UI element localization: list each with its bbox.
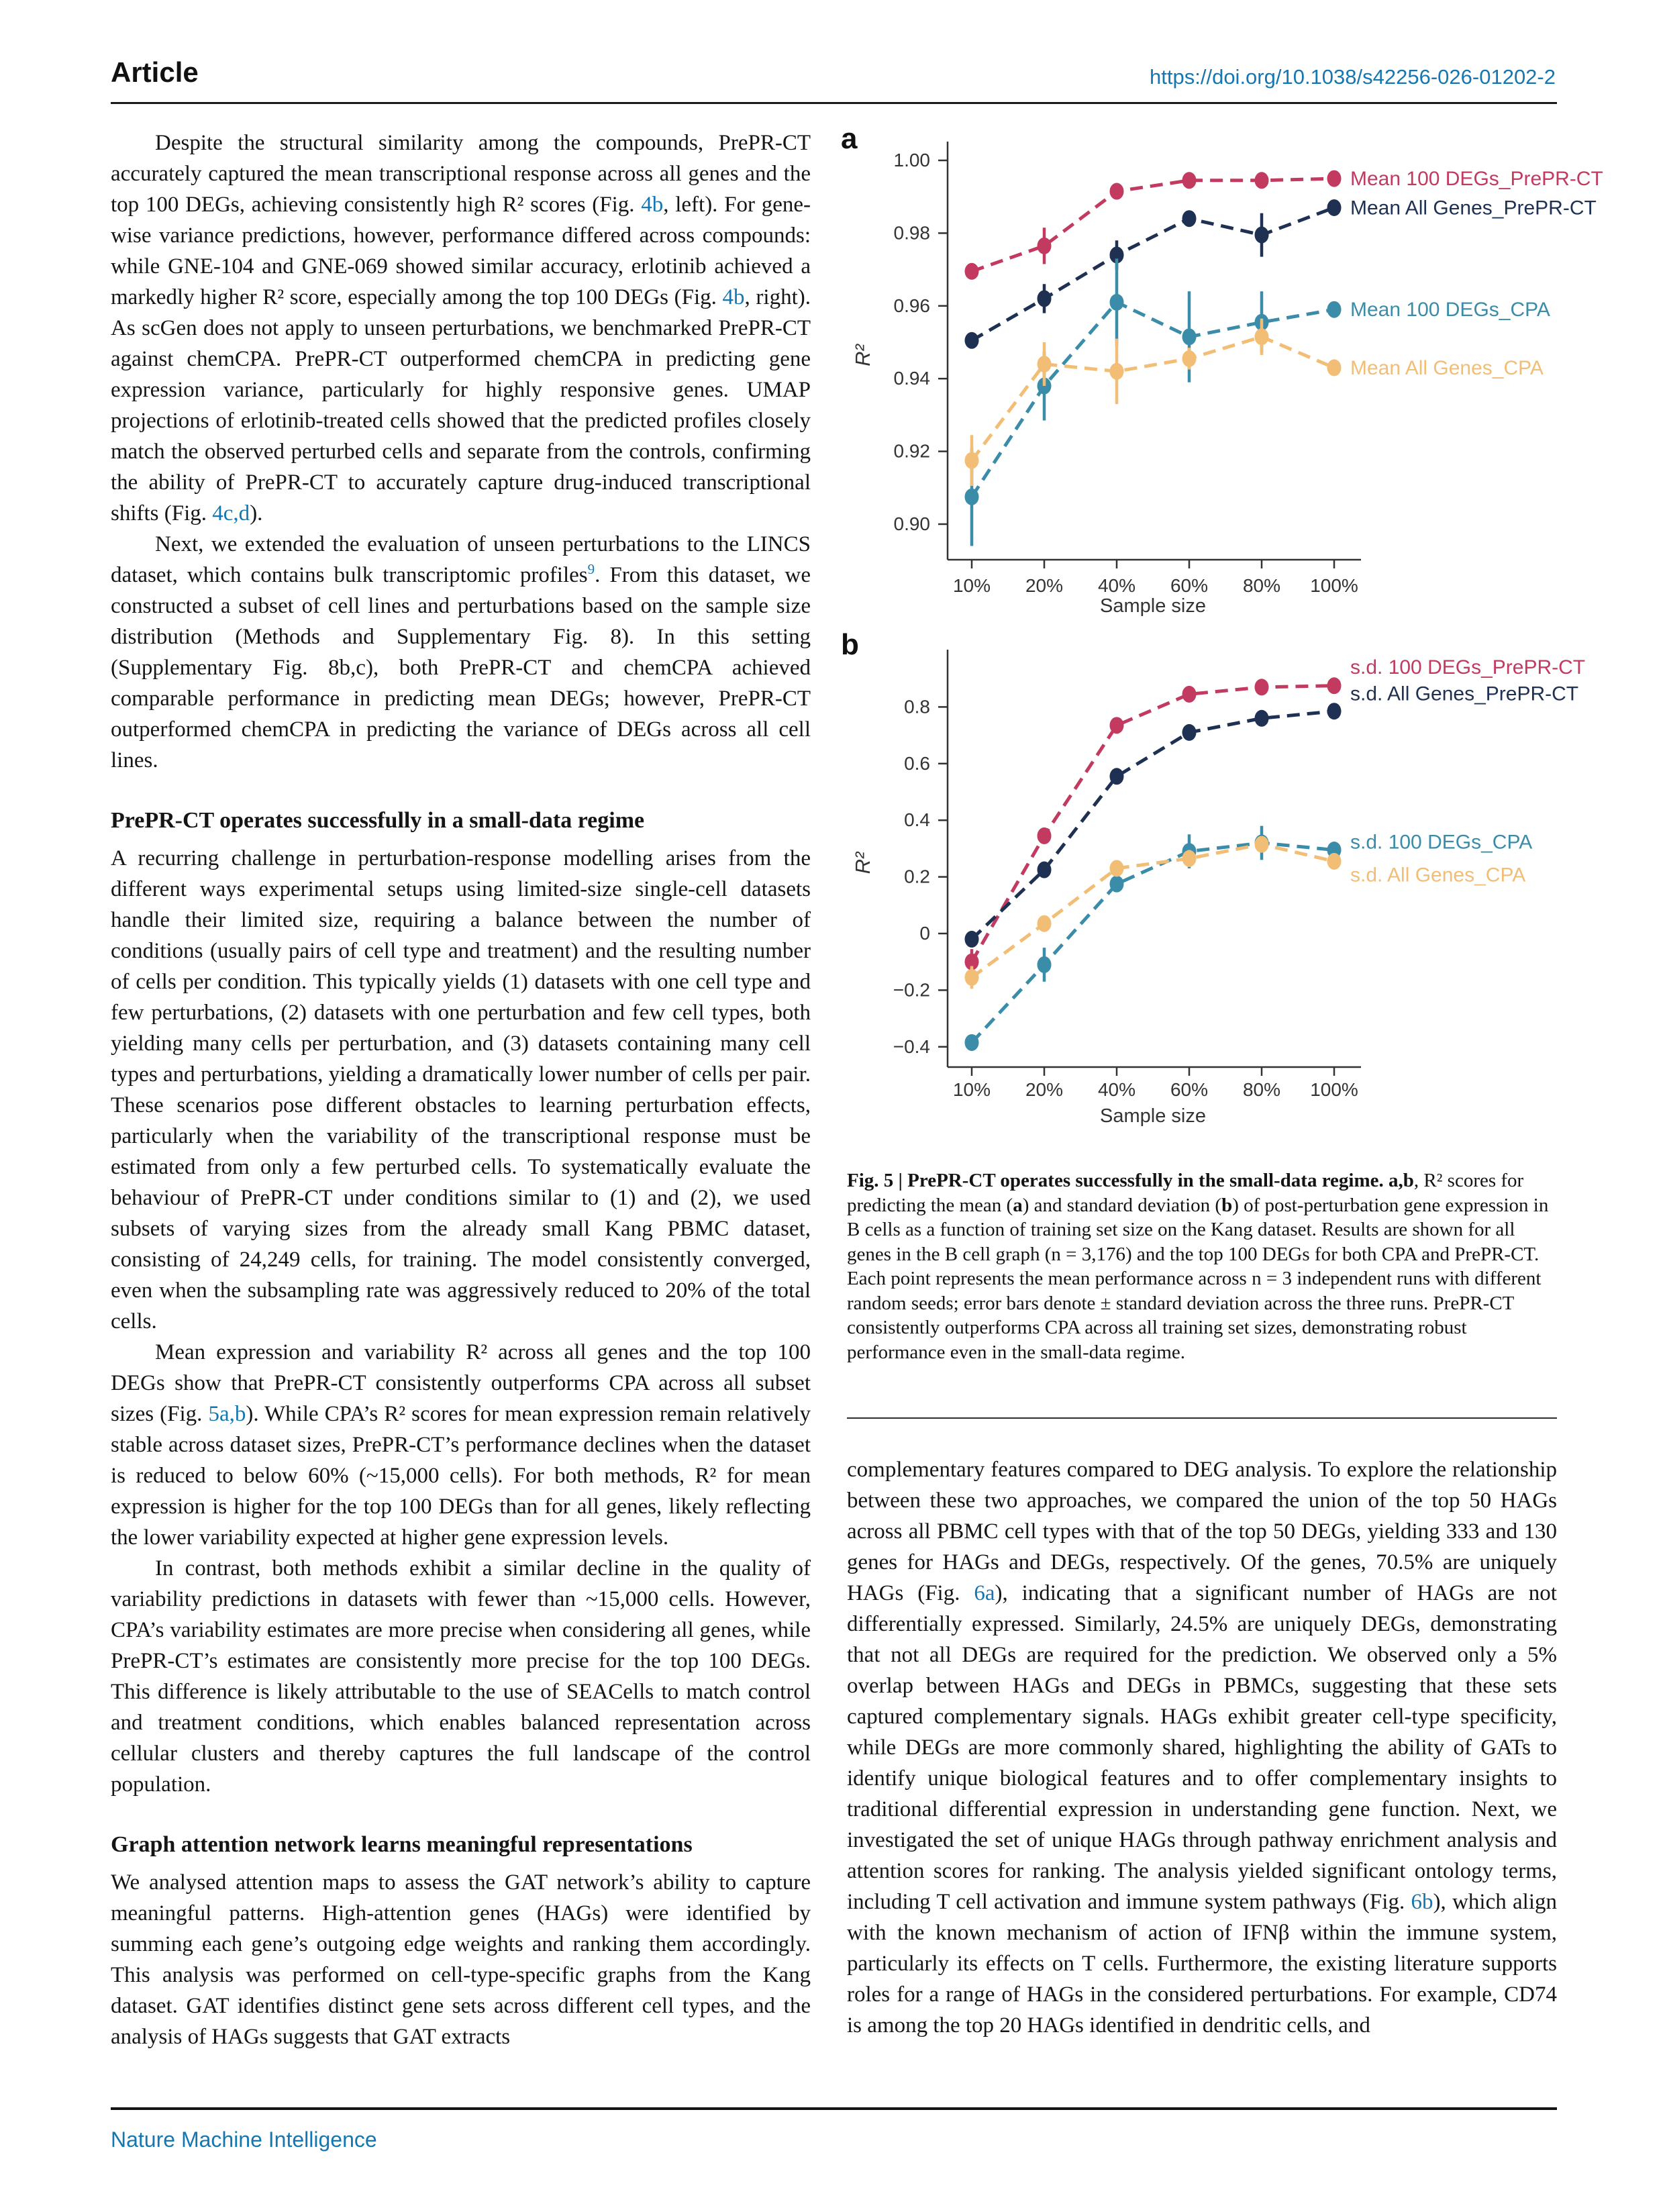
caption-bold-a: a [1013, 1194, 1023, 1216]
svg-text:−0.2: −0.2 [893, 979, 930, 1001]
section-heading-gat: Graph attention network learns meaningful representations [111, 1832, 693, 1857]
figure-caption [847, 1168, 1557, 1364]
text-run: . From this dataset, we constructed a subset of cell lines and perturbations based on the sample size distribution (Methods and Supplementary Fig. 8). In this setting (Supplementary Fig. 8b,c), both PrePR-CT and chemCPA achieved comparable performance in predicting mean DEGs; however, PrePR-CT outperformed chemCPA in predicting the variance of DEGs across all cell lines. [111, 563, 811, 772]
left-column [111, 128, 811, 2052]
svg-text:R²: R² [851, 852, 874, 874]
svg-text:0.2: 0.2 [904, 866, 930, 887]
caption-run: , R² scores for predicting the mean ( [847, 1170, 1524, 1216]
svg-text:100%: 100% [1310, 575, 1358, 596]
svg-text:1.00: 1.00 [893, 149, 930, 170]
right-column [847, 1454, 1557, 2041]
svg-text:s.d. All Genes_CPA: s.d. All Genes_CPA [1350, 864, 1526, 887]
text-run: ), indicating that a significant number of HAGs are not differentially expressed. Similarly, 24.5% are uniquely DEGs, demonstrating that not all DEGs are required for the prediction. We observed only a 5% overlap between HAGs and DEGs in PBMCs, suggesting that these sets captured complementary signals. HAGs exhibit greater cell-type specificity, while DEGs are more commonly shared, highlighting the ability of GATs to identify unique biological features and to offer complementary insights to traditional differential expression in understanding gene function. Next, we investigated the set of unique HAGs through pathway enrichment analysis and attention scores for ranking. The analysis yielded significant ontology terms, including T cell activation and immune system pathways (Fig. [847, 1581, 1557, 1914]
svg-text:s.d. All Genes_PrePR-CT: s.d. All Genes_PrePR-CT [1350, 683, 1579, 705]
svg-text:0.92: 0.92 [893, 440, 930, 462]
article-type-label: Article [111, 56, 199, 88]
svg-text:0.8: 0.8 [904, 696, 930, 717]
text-run: ). While CPA’s R² scores for mean expression remain relatively stable across dataset sizes, PrePR-CT’s performance declines when the dataset is reduced to below 60% (~15,000 cells). For both methods, R² for mean expression is higher for the top 100 DEGs than for all genes, likely reflecting the lower variability expected at higher gene expression levels. [111, 1402, 811, 1550]
svg-text:0: 0 [919, 922, 930, 944]
panel-label-a: a [841, 122, 858, 155]
section-heading-small-data: PrePR-CT operates successfully in a small-data regime [111, 808, 645, 833]
journal-name-link[interactable]: Nature Machine Intelligence [111, 2127, 377, 2152]
text-run: Mean expression and variability R² across all genes and the top 100 DEGs show that PrePR-CT consistently outperforms CPA across all subset sizes (Fig. [111, 1340, 811, 1426]
svg-text:0.98: 0.98 [893, 222, 930, 244]
caption-bold-lead: Fig. 5 | PrePR-CT operates successfully in the small-data regime. a,b [847, 1170, 1414, 1191]
svg-text:Sample size: Sample size [1100, 595, 1206, 617]
svg-text:Mean All Genes_CPA: Mean All Genes_CPA [1350, 356, 1544, 379]
svg-text:60%: 60% [1170, 575, 1209, 596]
svg-text:0.4: 0.4 [904, 809, 930, 831]
svg-text:80%: 80% [1242, 575, 1281, 596]
svg-text:10%: 10% [952, 1079, 991, 1100]
caption-bold-b: b [1221, 1194, 1233, 1216]
paragraph-3: A recurring challenge in perturbation-response modelling arises from the different ways experimental setups using limited-size single-cell datasets handle their limited size, requiring a balance between the number of conditions (usually pairs of cell type and treatment) and the resulting number of cells per condition. This typically yields (1) datasets with one cell type and few perturbations, (2) datasets with one perturbation and few cell types, both yielding many cells per perturbation, and (3) datasets containing many cell types and perturbations, yielding a dramatically lower number of cells per pair. These scenarios pose different obstacles to learning perturbation effects, particularly when the variability of the transcriptional response must be estimated from only a few perturbed cells. To systematically evaluate the behaviour of PrePR-CT under conditions similar to (1) and (2), we used subsets of varying sizes from the already small Kang PBMC dataset, consisting of 24,249 cells, for training. The model consistently converged, even when the subsampling rate was aggressively reduced to 20% of the total cells. [111, 846, 811, 1334]
svg-text:s.d. 100 DEGs_CPA: s.d. 100 DEGs_CPA [1350, 831, 1533, 854]
svg-text:Mean 100 DEGs_CPA: Mean 100 DEGs_CPA [1350, 299, 1550, 321]
citation-superscript [588, 561, 595, 577]
figure-link-6a[interactable]: 6a [974, 1581, 995, 1605]
svg-text:−0.4: −0.4 [893, 1036, 930, 1057]
footer-divider [111, 2107, 1557, 2110]
svg-text:Mean All Genes_PrePR-CT: Mean All Genes_PrePR-CT [1350, 197, 1597, 219]
doi-link[interactable]: https://doi.org/10.1038/s42256-026-01202-2 [1150, 65, 1556, 89]
svg-text:40%: 40% [1097, 575, 1136, 596]
svg-text:40%: 40% [1097, 1079, 1136, 1100]
figure-link-5ab[interactable]: 5a,b [208, 1402, 246, 1426]
panel-label-b: b [841, 628, 859, 661]
text-run: Despite the structural similarity among the compounds, PrePR-CT accurately captured the mean transcriptional response across all genes and the top 100 DEGs, achieving consistently high R² scores (Fig. [111, 131, 811, 217]
figure-link-4b[interactable]: 4b [641, 193, 664, 217]
text-run: ), which align with the known mechanism of action of IFNβ within the immune system, particularly its effects on T cells. Furthermore, the existing literature supports roles for a range of HAGs in the considered perturbations. For example, CD74 is among the top 20 HAGs identified in dendritic cells, and [847, 1890, 1558, 2038]
paragraph-6: We analysed attention maps to assess the GAT network’s ability to capture meaningful patterns. High-attention genes (HAGs) were identified by summing each gene’s outgoing edge weights and ranking them accordingly. This analysis was performed on cell-type-specific graphs from the Kang dataset. GAT identifies distinct gene sets across different cell types, and the analysis of HAGs suggests that GAT extracts [111, 1870, 811, 2049]
paragraph-2 [111, 529, 811, 776]
svg-text:20%: 20% [1025, 1079, 1064, 1100]
svg-text:100%: 100% [1310, 1079, 1358, 1100]
figure-link-4cd[interactable]: 4c,d [212, 501, 250, 525]
svg-text:s.d. 100 DEGs_PrePR-CT: s.d. 100 DEGs_PrePR-CT [1350, 656, 1586, 678]
reference-link-9[interactable]: 9 [587, 561, 595, 577]
svg-text:60%: 60% [1170, 1079, 1209, 1100]
paragraph-4 [111, 1337, 811, 1553]
svg-text:0.96: 0.96 [893, 295, 930, 316]
svg-text:10%: 10% [952, 575, 991, 596]
svg-text:0.6: 0.6 [904, 752, 930, 774]
text-run: ). [250, 501, 263, 525]
paragraph-1 [111, 128, 811, 529]
paragraph-5: In contrast, both methods exhibit a similar decline in the quality of variability predictions in datasets with fewer than ~15,000 cells. However, CPA’s variability estimates are more precise when considering all genes, while PrePR-CT’s estimates are consistently more precise for the top 100 DEGs. This difference is likely attributable to the use of SEACells to match control and treatment conditions, which enables balanced representation across cellular clusters and thereby captures the full landscape of the control population. [111, 1556, 811, 1797]
text-run: , left). For gene-wise variance predictions, however, performance differed across compounds: while GNE-104 and GNE-069 showed similar accuracy, erlotinib achieved a markedly higher R² score, especially among the top 100 DEGs (Fig. [111, 193, 811, 309]
chart-b-svg [832, 631, 1624, 1151]
svg-text:R²: R² [851, 344, 874, 366]
svg-text:Mean 100 DEGs_PrePR-CT: Mean 100 DEGs_PrePR-CT [1350, 168, 1603, 191]
svg-text:80%: 80% [1242, 1079, 1281, 1100]
text-run: Next, we extended the evaluation of unseen perturbations to the LINCS dataset, which contains bulk transcriptomic profiles [111, 532, 811, 587]
svg-text:0.90: 0.90 [893, 513, 930, 534]
text-run: complementary features compared to DEG analysis. To explore the relationship between these two approaches, we compared the union of the top 50 HAGs across all PBMC cell types with that of the top 50 DEGs, yielding 333 and 130 genes for HAGs and DEGs, respectively. Of the genes, 70.5% are uniquely HAGs (Fig. [847, 1458, 1557, 1605]
figure-link-6b[interactable]: 6b [1411, 1890, 1433, 1914]
paragraph-right-1 [847, 1454, 1557, 2041]
caption-run: ) of post-perturbation gene expression in B cells as a function of training set size on the Kang dataset. Results are shown for all genes in the B cell graph (n = 3,176) and the top 100 DEGs for both CPA and PrePR-CT. Each point represents the mean performance across n = 3 independent runs with different random seeds; error bars denote ± standard deviation across the three runs. PrePR-CT consistently outperforms CPA across all training set sizes, demonstrating robust performance even in the small-data regime. [847, 1194, 1549, 1363]
header-divider [111, 102, 1557, 104]
caption-divider [847, 1417, 1557, 1419]
text-run: , right). As scGen does not apply to unseen perturbations, we benchmarked PrePR-CT against chemCPA. PrePR-CT outperformed chemCPA in predicting gene expression variance, particularly for highly responsive genes. UMAP projections of erlotinib-treated cells showed that the predicted profiles closely match the observed perturbed cells and separate from the controls, confirming the ability of PrePR-CT to accurately capture drug-induced transcriptional shifts (Fig. [111, 285, 811, 525]
figure-link-4b-2[interactable]: 4b [722, 285, 745, 309]
caption-run: ) and standard deviation ( [1022, 1194, 1222, 1216]
chart-a-svg [832, 124, 1624, 617]
svg-text:0.94: 0.94 [893, 368, 930, 389]
svg-text:Sample size: Sample size [1100, 1105, 1206, 1127]
svg-text:20%: 20% [1025, 575, 1064, 596]
